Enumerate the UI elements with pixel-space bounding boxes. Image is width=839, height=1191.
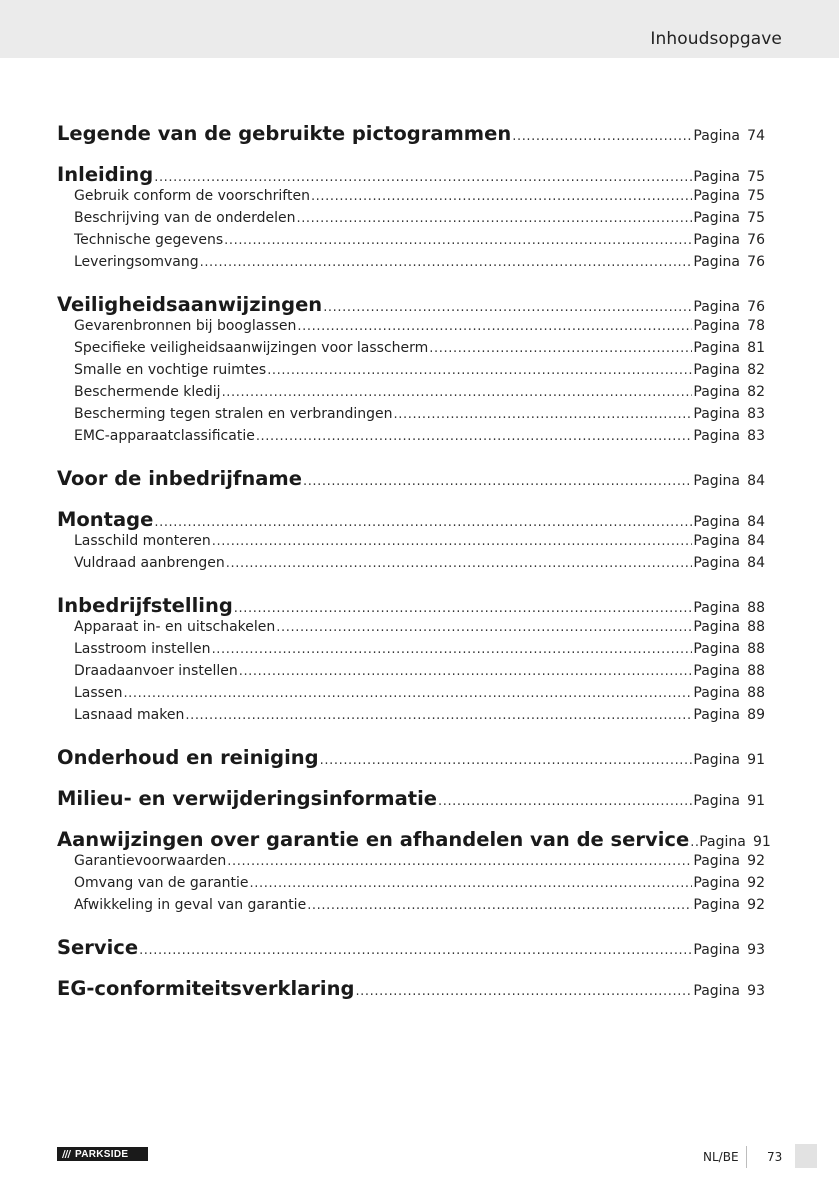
toc-page-number: 76	[747, 254, 765, 270]
toc-subsection[interactable]	[57, 362, 765, 378]
toc-entry-label: Montage	[57, 508, 154, 531]
toc-page-number: 91	[747, 793, 765, 809]
toc-page-word: Pagina	[693, 942, 740, 958]
dot-leader	[212, 642, 693, 657]
toc-subsection[interactable]	[57, 707, 765, 723]
toc-page-number: 88	[747, 619, 765, 635]
toc-section[interactable]	[57, 746, 765, 769]
toc-page-word: Pagina	[693, 428, 740, 444]
toc-entry-label: Milieu- en verwijderingsinformatie	[57, 787, 437, 810]
dot-leader	[394, 407, 693, 422]
toc-page-number: 82	[747, 362, 765, 378]
toc-page-number: 88	[747, 685, 765, 701]
logo-text: PARKSIDE	[75, 1148, 129, 1160]
toc-subsection[interactable]	[57, 663, 765, 679]
toc-page-word: Pagina	[693, 897, 740, 913]
footer-locale: NL/BE	[703, 1150, 739, 1164]
toc-page-word: Pagina	[693, 473, 740, 489]
toc-entry-label: Afwikkeling in geval van garantie	[74, 897, 307, 913]
toc-page-number: 84	[747, 555, 765, 571]
toc-subsection[interactable]	[57, 533, 765, 549]
toc-page-number: 88	[747, 663, 765, 679]
toc-entry-label: Gebruik conform de voorschriften	[74, 188, 310, 204]
dot-leader	[323, 300, 692, 315]
toc-subsection[interactable]	[57, 384, 765, 400]
footer-divider	[746, 1146, 747, 1168]
dot-leader	[512, 129, 692, 144]
dot-leader	[139, 943, 692, 958]
toc-page-number: 81	[747, 340, 765, 356]
toc-subsection[interactable]	[57, 406, 765, 422]
toc-page-word: Pagina	[693, 169, 740, 185]
dot-leader	[123, 686, 692, 701]
dot-leader	[185, 708, 692, 723]
toc-subsection[interactable]	[57, 210, 765, 226]
toc-entry-label: Draadaanvoer instellen	[74, 663, 238, 679]
toc-page-word: Pagina	[693, 641, 740, 657]
dot-leader	[234, 601, 693, 616]
toc-page-word: Pagina	[693, 406, 740, 422]
logo-stripes-icon: ///	[62, 1148, 70, 1160]
dot-leader	[429, 341, 692, 356]
header-band	[0, 0, 839, 58]
toc-page-number: 82	[747, 384, 765, 400]
toc-page-word: Pagina	[693, 533, 740, 549]
toc-page-word: Pagina	[693, 752, 740, 768]
toc-page-word: Pagina	[693, 254, 740, 270]
dot-leader	[212, 534, 693, 549]
toc-entry-label: Legende van de gebruikte pictogrammen	[57, 122, 512, 145]
toc-section[interactable]	[57, 508, 765, 531]
toc-subsection[interactable]	[57, 254, 765, 270]
toc-page-number: 75	[747, 210, 765, 226]
page-title: Inhoudsopgave	[650, 29, 782, 49]
toc-entry-label: Lasstroom instellen	[74, 641, 211, 657]
toc-page-number: 84	[747, 514, 765, 530]
toc-entry-label: Vuldraad aanbrengen	[74, 555, 225, 571]
toc-subsection[interactable]	[57, 232, 765, 248]
toc-page-word: Pagina	[693, 232, 740, 248]
toc-section[interactable]	[57, 936, 765, 959]
toc-entry-label: Specifieke veiligheidsaanwijzingen voor lasscherm	[74, 340, 429, 356]
toc-page-word: Pagina	[693, 663, 740, 679]
parkside-logo	[57, 1147, 148, 1161]
toc-subsection[interactable]	[57, 340, 765, 356]
toc-page-word: Pagina	[693, 128, 740, 144]
toc-entry-label: Onderhoud en reiniging	[57, 746, 319, 769]
toc-page-word: Pagina	[693, 853, 740, 869]
toc-entry-label: Lasschild monteren	[74, 533, 211, 549]
dot-leader	[355, 984, 692, 999]
dot-leader	[296, 211, 692, 226]
toc-page-word: Pagina	[699, 834, 746, 850]
toc-entry-label: Lassen	[74, 685, 123, 701]
toc-entry-label: Inleiding	[57, 163, 154, 186]
page-edge-tab	[795, 1144, 817, 1168]
toc-page-number: 75	[747, 169, 765, 185]
dot-leader	[250, 876, 693, 891]
toc-page-number: 76	[747, 299, 765, 315]
toc-page-number: 83	[747, 428, 765, 444]
toc-entry-label: Bescherming tegen stralen en verbrandingen	[74, 406, 393, 422]
dot-leader	[227, 854, 692, 869]
toc-entry-label: Apparaat in- en uitschakelen	[74, 619, 276, 635]
toc-entry-label: Service	[57, 936, 139, 959]
toc-page-number: 76	[747, 232, 765, 248]
toc-entry-label: Leveringsomvang	[74, 254, 199, 270]
toc-section[interactable]	[57, 293, 765, 316]
toc-page-number: 84	[747, 473, 765, 489]
dot-leader	[311, 189, 692, 204]
toc-page-number: 88	[747, 641, 765, 657]
toc-subsection[interactable]	[57, 188, 765, 204]
toc-page-number: 83	[747, 406, 765, 422]
toc-page-number: 88	[747, 600, 765, 616]
toc-section[interactable]	[57, 787, 765, 810]
toc-entry-label: Smalle en vochtige ruimtes	[74, 362, 267, 378]
dot-leader	[438, 794, 692, 809]
toc-page-number: 78	[747, 318, 765, 334]
toc-page-word: Pagina	[693, 188, 740, 204]
dot-leader	[154, 515, 692, 530]
toc-entry-label: Beschrijving van de onderdelen	[74, 210, 296, 226]
dot-leader	[276, 620, 692, 635]
dot-leader	[690, 835, 698, 850]
toc-subsection[interactable]	[57, 619, 765, 635]
toc-subsection[interactable]	[57, 897, 765, 913]
toc-subsection[interactable]	[57, 318, 765, 334]
toc-page-number: 74	[747, 128, 765, 144]
dot-leader	[224, 233, 692, 248]
toc-page-word: Pagina	[693, 685, 740, 701]
toc-entry-label: Omvang van de garantie	[74, 875, 249, 891]
toc-page-number: 91	[753, 834, 771, 850]
toc-entry-label: EMC-apparaatclassificatie	[74, 428, 255, 444]
toc-page-number: 91	[747, 752, 765, 768]
toc-page-word: Pagina	[693, 600, 740, 616]
toc-page-word: Pagina	[693, 210, 740, 226]
toc-section[interactable]	[57, 828, 771, 851]
toc-page-word: Pagina	[693, 793, 740, 809]
toc-entry-label: Voor de inbedrijfname	[57, 467, 302, 490]
toc-page-word: Pagina	[693, 514, 740, 530]
toc-page-word: Pagina	[693, 875, 740, 891]
dot-leader	[303, 474, 692, 489]
toc-page-word: Pagina	[693, 384, 740, 400]
dot-leader	[239, 664, 693, 679]
toc-page-number: 92	[747, 875, 765, 891]
toc-entry-label: Beschermende kledij	[74, 384, 221, 400]
toc-page-word: Pagina	[693, 619, 740, 635]
toc-page-number: 93	[747, 942, 765, 958]
toc-page-number: 92	[747, 897, 765, 913]
toc-subsection[interactable]	[57, 875, 765, 891]
toc-section[interactable]	[57, 594, 765, 617]
toc-page-word: Pagina	[693, 707, 740, 723]
toc-entry-label: Inbedrijfstelling	[57, 594, 233, 617]
dot-leader	[307, 898, 692, 913]
dot-leader	[320, 753, 693, 768]
dot-leader	[226, 556, 693, 571]
dot-leader	[222, 385, 693, 400]
dot-leader	[256, 429, 693, 444]
toc-page-word: Pagina	[693, 318, 740, 334]
footer-page-number: 73	[767, 1150, 783, 1164]
toc-page-word: Pagina	[693, 340, 740, 356]
dot-leader	[297, 319, 692, 334]
toc-page-number: 89	[747, 707, 765, 723]
toc-subsection[interactable]	[57, 685, 765, 701]
toc-subsection[interactable]	[57, 555, 765, 571]
toc-page-word: Pagina	[693, 983, 740, 999]
toc-entry-label: Lasnaad maken	[74, 707, 185, 723]
toc-section[interactable]	[57, 163, 765, 186]
toc-section[interactable]	[57, 977, 765, 1000]
toc-entry-label: Technische gegevens	[74, 232, 224, 248]
toc-entry-label: EG-conformiteitsverklaring	[57, 977, 355, 1000]
toc-entry-label: Veiligheidsaanwijzingen	[57, 293, 323, 316]
toc-subsection[interactable]	[57, 853, 765, 869]
toc-subsection[interactable]	[57, 428, 765, 444]
toc-subsection[interactable]	[57, 641, 765, 657]
dot-leader	[154, 170, 692, 185]
toc-page-number: 75	[747, 188, 765, 204]
toc-page-number: 92	[747, 853, 765, 869]
dot-leader	[267, 363, 692, 378]
toc-page-word: Pagina	[693, 299, 740, 315]
toc-entry-label: Garantievoorwaarden	[74, 853, 227, 869]
toc-page-number: 84	[747, 533, 765, 549]
toc-entry-label: Aanwijzingen over garantie en afhandelen van de service	[57, 828, 690, 851]
toc-entry-label: Gevarenbronnen bij booglassen	[74, 318, 297, 334]
toc-page-word: Pagina	[693, 555, 740, 571]
toc-section[interactable]	[57, 122, 765, 145]
toc-page-word: Pagina	[693, 362, 740, 378]
toc-section[interactable]	[57, 467, 765, 490]
toc-page-number: 93	[747, 983, 765, 999]
dot-leader	[200, 255, 693, 270]
